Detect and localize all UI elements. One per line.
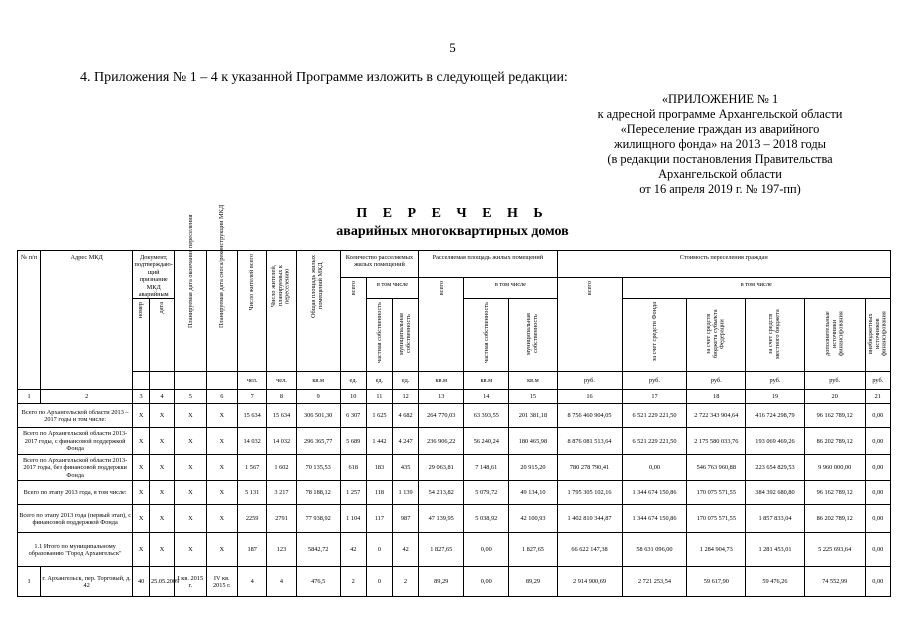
table-cell: 5842,72 bbox=[296, 533, 340, 567]
table-cell: 193 069 469,26 bbox=[746, 428, 805, 455]
table-cell: 15 634 bbox=[238, 404, 267, 428]
column-number-cell: 3 bbox=[133, 390, 150, 404]
unit-cell bbox=[133, 372, 150, 390]
header-municipal-area: муниципальная собственность bbox=[509, 299, 557, 372]
table-cell: 2 bbox=[393, 567, 419, 597]
table-cell: 1 625 bbox=[366, 404, 392, 428]
unit-cell: ед. bbox=[340, 372, 366, 390]
table-cell: 0,00 bbox=[464, 533, 509, 567]
table-cell: 20 915,20 bbox=[509, 455, 557, 481]
appendix-line: жилищного фонда» на 2013 – 2018 годы bbox=[614, 137, 826, 151]
table-cell: 384 392 680,80 bbox=[746, 481, 805, 505]
table-cell: 0,00 bbox=[865, 505, 890, 533]
header-doc-number: номер bbox=[133, 299, 150, 372]
table-cell: 78 188,12 bbox=[296, 481, 340, 505]
unit-cell: кв.м bbox=[419, 372, 464, 390]
table-cell: 1 567 bbox=[238, 455, 267, 481]
table-cell: X bbox=[150, 481, 175, 505]
table-cell: 117 bbox=[366, 505, 392, 533]
table-cell: X bbox=[175, 533, 206, 567]
table-cell: 29 063,81 bbox=[419, 455, 464, 481]
table-cell: 0,00 bbox=[464, 567, 509, 597]
column-number-cell: 2 bbox=[41, 390, 133, 404]
column-number-cell: 15 bbox=[509, 390, 557, 404]
appendix-line: (в редакции постановления Правительства bbox=[607, 152, 833, 166]
table-cell: 987 bbox=[393, 505, 419, 533]
unit-cell: чел. bbox=[238, 372, 267, 390]
unit-cell: кв.м bbox=[509, 372, 557, 390]
table-row bbox=[18, 505, 891, 533]
table-cell: 5 079,72 bbox=[464, 481, 509, 505]
table-cell: X bbox=[150, 533, 175, 567]
row-label-cell: Всего по Архангельской области 2013-2017 годы, с финансовой поддержкой Фонда bbox=[18, 428, 133, 455]
table-cell: X bbox=[175, 428, 206, 455]
column-number-cell: 5 bbox=[175, 390, 206, 404]
header-incl-3: в том числе bbox=[622, 278, 891, 299]
header-regional: за счет средств бюджета субъекта Федерации bbox=[687, 299, 746, 372]
table-cell: 170 075 571,55 bbox=[687, 505, 746, 533]
table-cell: 1 139 bbox=[393, 481, 419, 505]
header-residents-count: Число жителей всего bbox=[238, 251, 267, 372]
table-cell: 1 344 674 150,86 bbox=[622, 505, 687, 533]
column-number-cell: 21 bbox=[865, 390, 890, 404]
table-cell: IV кв. 2015 г. bbox=[206, 567, 237, 597]
table-cell: X bbox=[150, 505, 175, 533]
table-cell: 296 365,77 bbox=[296, 428, 340, 455]
table-cell: 2 722 343 904,64 bbox=[687, 404, 746, 428]
header-document: Документ, подтверждаю-щий признание МКД аварийным bbox=[133, 251, 175, 299]
table-cell: 4 247 bbox=[393, 428, 419, 455]
table-cell: X bbox=[175, 455, 206, 481]
column-number-cell: 17 bbox=[622, 390, 687, 404]
table-cell: 0 bbox=[366, 567, 392, 597]
header-private-area: частная собственность bbox=[464, 299, 509, 372]
unit-cell bbox=[150, 372, 175, 390]
row-label-cell: 1.1 Итого по муниципальному образованию "Город Архангельск" bbox=[18, 533, 133, 567]
unit-cell: чел. bbox=[267, 372, 296, 390]
table-cell: 1 827,65 bbox=[419, 533, 464, 567]
table-cell: 5 131 bbox=[238, 481, 267, 505]
table-cell: 183 bbox=[366, 455, 392, 481]
table-cell: 2 175 580 033,76 bbox=[687, 428, 746, 455]
table-cell: 1 257 bbox=[340, 481, 366, 505]
table-cell: 0,00 bbox=[865, 428, 890, 455]
table-cell: 74 552,99 bbox=[804, 567, 865, 597]
table-cell: X bbox=[133, 505, 150, 533]
table-cell: 1 602 bbox=[267, 455, 296, 481]
document-title: П Е Р Е Ч Е Н Ь bbox=[356, 206, 549, 221]
table-cell: 123 bbox=[267, 533, 296, 567]
table-cell: 1 827,65 bbox=[509, 533, 557, 567]
unit-cell: ед. bbox=[366, 372, 392, 390]
header-planned-resettlement: Планируемая дата окончания переселения bbox=[175, 251, 206, 372]
table-cell: 42 bbox=[393, 533, 419, 567]
table-cell: 416 724 298,79 bbox=[746, 404, 805, 428]
table-cell: 8 876 081 513,64 bbox=[557, 428, 622, 455]
column-numbers-row bbox=[18, 390, 891, 404]
header-extra: дополнительные источники финансирования bbox=[804, 299, 865, 372]
table-cell: 0,00 bbox=[865, 533, 890, 567]
table-cell: 4 bbox=[238, 567, 267, 597]
table-cell: X bbox=[206, 533, 237, 567]
table-cell: 14 032 bbox=[238, 428, 267, 455]
header-address: Адрес МКД bbox=[41, 251, 133, 390]
table-cell: 25.05.2009 bbox=[150, 567, 175, 597]
header-incl-2: в том числе bbox=[464, 278, 557, 299]
intro-paragraph: 4. Приложения № 1 – 4 к указанной Программе изложить в следующей редакции: bbox=[80, 70, 568, 85]
table-cell: 56 240,24 bbox=[464, 428, 509, 455]
column-number-cell: 1 bbox=[18, 390, 41, 404]
units-row bbox=[18, 372, 891, 390]
appendix-line: Архангельской области bbox=[658, 167, 782, 181]
table-cell: 47 139,95 bbox=[419, 505, 464, 533]
appendix-line: к адресной программе Архангельской области bbox=[597, 107, 843, 121]
table-cell: 96 162 789,12 bbox=[804, 404, 865, 428]
unit-cell: руб. bbox=[746, 372, 805, 390]
row-label-cell: Всего по Архангельской области 2013-2017 годы, без финансовой поддержки Фонда bbox=[18, 455, 133, 481]
table-cell: 4 682 bbox=[393, 404, 419, 428]
table-cell: 1 284 904,73 bbox=[687, 533, 746, 567]
table-cell: 86 202 789,12 bbox=[804, 428, 865, 455]
column-number-cell: 7 bbox=[238, 390, 267, 404]
header-planned-demolition: Планируемая дата сноса/реконструкции МКД bbox=[206, 251, 237, 372]
table-cell: X bbox=[175, 481, 206, 505]
table-row bbox=[18, 567, 891, 597]
table-cell: 89,29 bbox=[419, 567, 464, 597]
table-cell: 42 100,93 bbox=[509, 505, 557, 533]
table-row bbox=[18, 481, 891, 505]
column-number-cell: 14 bbox=[464, 390, 509, 404]
table-cell: 118 bbox=[366, 481, 392, 505]
table-cell: 54 213,82 bbox=[419, 481, 464, 505]
header-incl-1: в том числе bbox=[366, 278, 418, 299]
header-num: № п/п bbox=[18, 251, 41, 390]
table-cell: 40 bbox=[133, 567, 150, 597]
table-cell: X bbox=[150, 455, 175, 481]
table-cell: X bbox=[150, 428, 175, 455]
table-cell: 2259 bbox=[238, 505, 267, 533]
row-label-cell: Всего по этапу 2013 года, в том числе: bbox=[18, 481, 133, 505]
header-total-area: Общая площадь жилых помещений МКД bbox=[296, 251, 340, 372]
header-cost-total: всего bbox=[557, 278, 622, 372]
table-cell: 0,00 bbox=[865, 404, 890, 428]
unit-cell: кв.м bbox=[464, 372, 509, 390]
table-cell: г. Архангельск, пер. Торговый, д. 42 bbox=[41, 567, 133, 597]
table-cell: 49 134,10 bbox=[509, 481, 557, 505]
table-cell: 96 162 789,12 bbox=[804, 481, 865, 505]
column-number-cell: 8 bbox=[267, 390, 296, 404]
column-number-cell: 20 bbox=[804, 390, 865, 404]
table-cell: 1 104 bbox=[340, 505, 366, 533]
table-cell: X bbox=[150, 404, 175, 428]
header-extra2: внебюджетных источников финансирования bbox=[865, 299, 890, 372]
appendix-line: «Переселение граждан из аварийного bbox=[620, 122, 820, 136]
table-cell: 0,00 bbox=[865, 567, 890, 597]
table-cell: 7 148,61 bbox=[464, 455, 509, 481]
table-cell: 63 393,55 bbox=[464, 404, 509, 428]
header-area-total: всего bbox=[419, 278, 464, 372]
header-cost: Стоимость переселения граждан bbox=[557, 251, 890, 278]
table-cell: 6 307 bbox=[340, 404, 366, 428]
table-cell: 780 278 790,41 bbox=[557, 455, 622, 481]
table-cell: 201 381,18 bbox=[509, 404, 557, 428]
table-cell: 59 617,90 bbox=[687, 567, 746, 597]
column-number-cell: 4 bbox=[150, 390, 175, 404]
table-cell: 6 521 229 221,50 bbox=[622, 404, 687, 428]
row-label-cell: Всего по этапу 2013 года (первый этап), с финансовой поддержкой Фонда bbox=[18, 505, 133, 533]
table-cell: 2791 bbox=[267, 505, 296, 533]
column-number-cell: 6 bbox=[206, 390, 237, 404]
column-number-cell: 10 bbox=[340, 390, 366, 404]
table-cell: 5 225 693,64 bbox=[804, 533, 865, 567]
table-cell: 59 476,26 bbox=[746, 567, 805, 597]
table-cell: 1 402 810 344,87 bbox=[557, 505, 622, 533]
table-cell: 618 bbox=[340, 455, 366, 481]
table-cell: 0,00 bbox=[622, 455, 687, 481]
header-municipal-count: муниципальная собственность bbox=[393, 299, 419, 372]
header-rooms-area: Расселяемая площадь жилых помещений bbox=[419, 251, 557, 278]
unit-cell: руб. bbox=[557, 372, 622, 390]
table-cell: 476,5 bbox=[296, 567, 340, 597]
table-cell: 1 bbox=[18, 567, 41, 597]
table-cell: 2 914 900,69 bbox=[557, 567, 622, 597]
column-number-cell: 13 bbox=[419, 390, 464, 404]
unit-cell: руб. bbox=[804, 372, 865, 390]
table-cell: X bbox=[206, 455, 237, 481]
column-number-cell: 12 bbox=[393, 390, 419, 404]
table-cell: 0,00 bbox=[865, 481, 890, 505]
header-fund: за счет средств Фонда bbox=[622, 299, 687, 372]
table-cell: 86 202 789,12 bbox=[804, 505, 865, 533]
table-cell: X bbox=[206, 404, 237, 428]
appendix-line: «ПРИЛОЖЕНИЕ № 1 bbox=[661, 92, 779, 106]
unit-cell: руб. bbox=[622, 372, 687, 390]
table-cell: X bbox=[206, 428, 237, 455]
table-cell: X bbox=[133, 455, 150, 481]
table-cell: 170 075 571,55 bbox=[687, 481, 746, 505]
table-cell: 223 654 829,53 bbox=[746, 455, 805, 481]
unit-cell: ед. bbox=[393, 372, 419, 390]
table-cell: 3 217 bbox=[267, 481, 296, 505]
appendix-line: от 16 апреля 2019 г. № 197-пп) bbox=[639, 182, 801, 196]
table-cell: 14 032 bbox=[267, 428, 296, 455]
column-number-cell: 16 bbox=[557, 390, 622, 404]
table-cell: 264 770,03 bbox=[419, 404, 464, 428]
table-cell: 435 bbox=[393, 455, 419, 481]
table-cell: X bbox=[133, 481, 150, 505]
table-cell: 77 938,92 bbox=[296, 505, 340, 533]
unit-cell bbox=[206, 372, 237, 390]
table-cell: 1 281 453,01 bbox=[746, 533, 805, 567]
table-row bbox=[18, 404, 891, 428]
header-residents-to-move: Число жителей, планируемых к переселению bbox=[267, 251, 296, 372]
table-cell: 42 bbox=[340, 533, 366, 567]
unit-cell: руб. bbox=[687, 372, 746, 390]
table-cell: 2 721 253,54 bbox=[622, 567, 687, 597]
column-number-cell: 9 bbox=[296, 390, 340, 404]
table-row bbox=[18, 428, 891, 455]
table-cell: 1 442 bbox=[366, 428, 392, 455]
header-private-count: частная собственность bbox=[366, 299, 392, 372]
table-cell: X bbox=[175, 505, 206, 533]
table-cell: 89,29 bbox=[509, 567, 557, 597]
document-subtitle: аварийных многоквартирных домов bbox=[336, 224, 569, 239]
unit-cell: кв.м bbox=[296, 372, 340, 390]
table-cell: 180 465,98 bbox=[509, 428, 557, 455]
table-cell: 4 bbox=[267, 567, 296, 597]
table-cell: X bbox=[206, 505, 237, 533]
table-cell: 9 960 000,00 bbox=[804, 455, 865, 481]
table-cell: 0,00 bbox=[865, 455, 890, 481]
header-doc-date: дата bbox=[150, 299, 175, 372]
table-cell: 5 689 bbox=[340, 428, 366, 455]
table-cell: X bbox=[133, 428, 150, 455]
table-cell: 187 bbox=[238, 533, 267, 567]
table-cell: 1 857 833,04 bbox=[746, 505, 805, 533]
table-cell: 2 bbox=[340, 567, 366, 597]
row-label-cell: Всего по Архангельской области 2013 – 2017 годы и том числе: bbox=[18, 404, 133, 428]
table-cell: I кв. 2015 г. bbox=[175, 567, 206, 597]
unit-cell: руб. bbox=[865, 372, 890, 390]
header-rooms-total: всего bbox=[340, 278, 366, 372]
table-row bbox=[18, 455, 891, 481]
table-cell: 0 bbox=[366, 533, 392, 567]
table-cell: 1 795 305 102,16 bbox=[557, 481, 622, 505]
column-number-cell: 18 bbox=[687, 390, 746, 404]
table-cell: 5 038,92 bbox=[464, 505, 509, 533]
page-number: 5 bbox=[449, 40, 456, 55]
table-cell: 70 135,53 bbox=[296, 455, 340, 481]
table-cell: 546 763 960,88 bbox=[687, 455, 746, 481]
table-cell: X bbox=[206, 481, 237, 505]
header-rooms-count: Количество расселяемых жилых помещений bbox=[340, 251, 419, 278]
table-cell: X bbox=[175, 404, 206, 428]
table-row bbox=[18, 533, 891, 567]
column-number-cell: 19 bbox=[746, 390, 805, 404]
table-cell: 15 634 bbox=[267, 404, 296, 428]
table-cell: X bbox=[133, 404, 150, 428]
table-cell: 6 521 229 221,50 bbox=[622, 428, 687, 455]
table-cell: 66 622 147,38 bbox=[557, 533, 622, 567]
table-cell: 236 906,22 bbox=[419, 428, 464, 455]
table-cell: X bbox=[133, 533, 150, 567]
table-cell: 8 756 460 904,05 bbox=[557, 404, 622, 428]
appendix-header bbox=[560, 92, 880, 197]
column-number-cell: 11 bbox=[366, 390, 392, 404]
unit-cell bbox=[175, 372, 206, 390]
header-local: за счет средств местного бюджета bbox=[746, 299, 805, 372]
table-cell: 1 344 674 150,86 bbox=[622, 481, 687, 505]
table-cell: 306 501,30 bbox=[296, 404, 340, 428]
table-cell: 58 631 096,00 bbox=[622, 533, 687, 567]
